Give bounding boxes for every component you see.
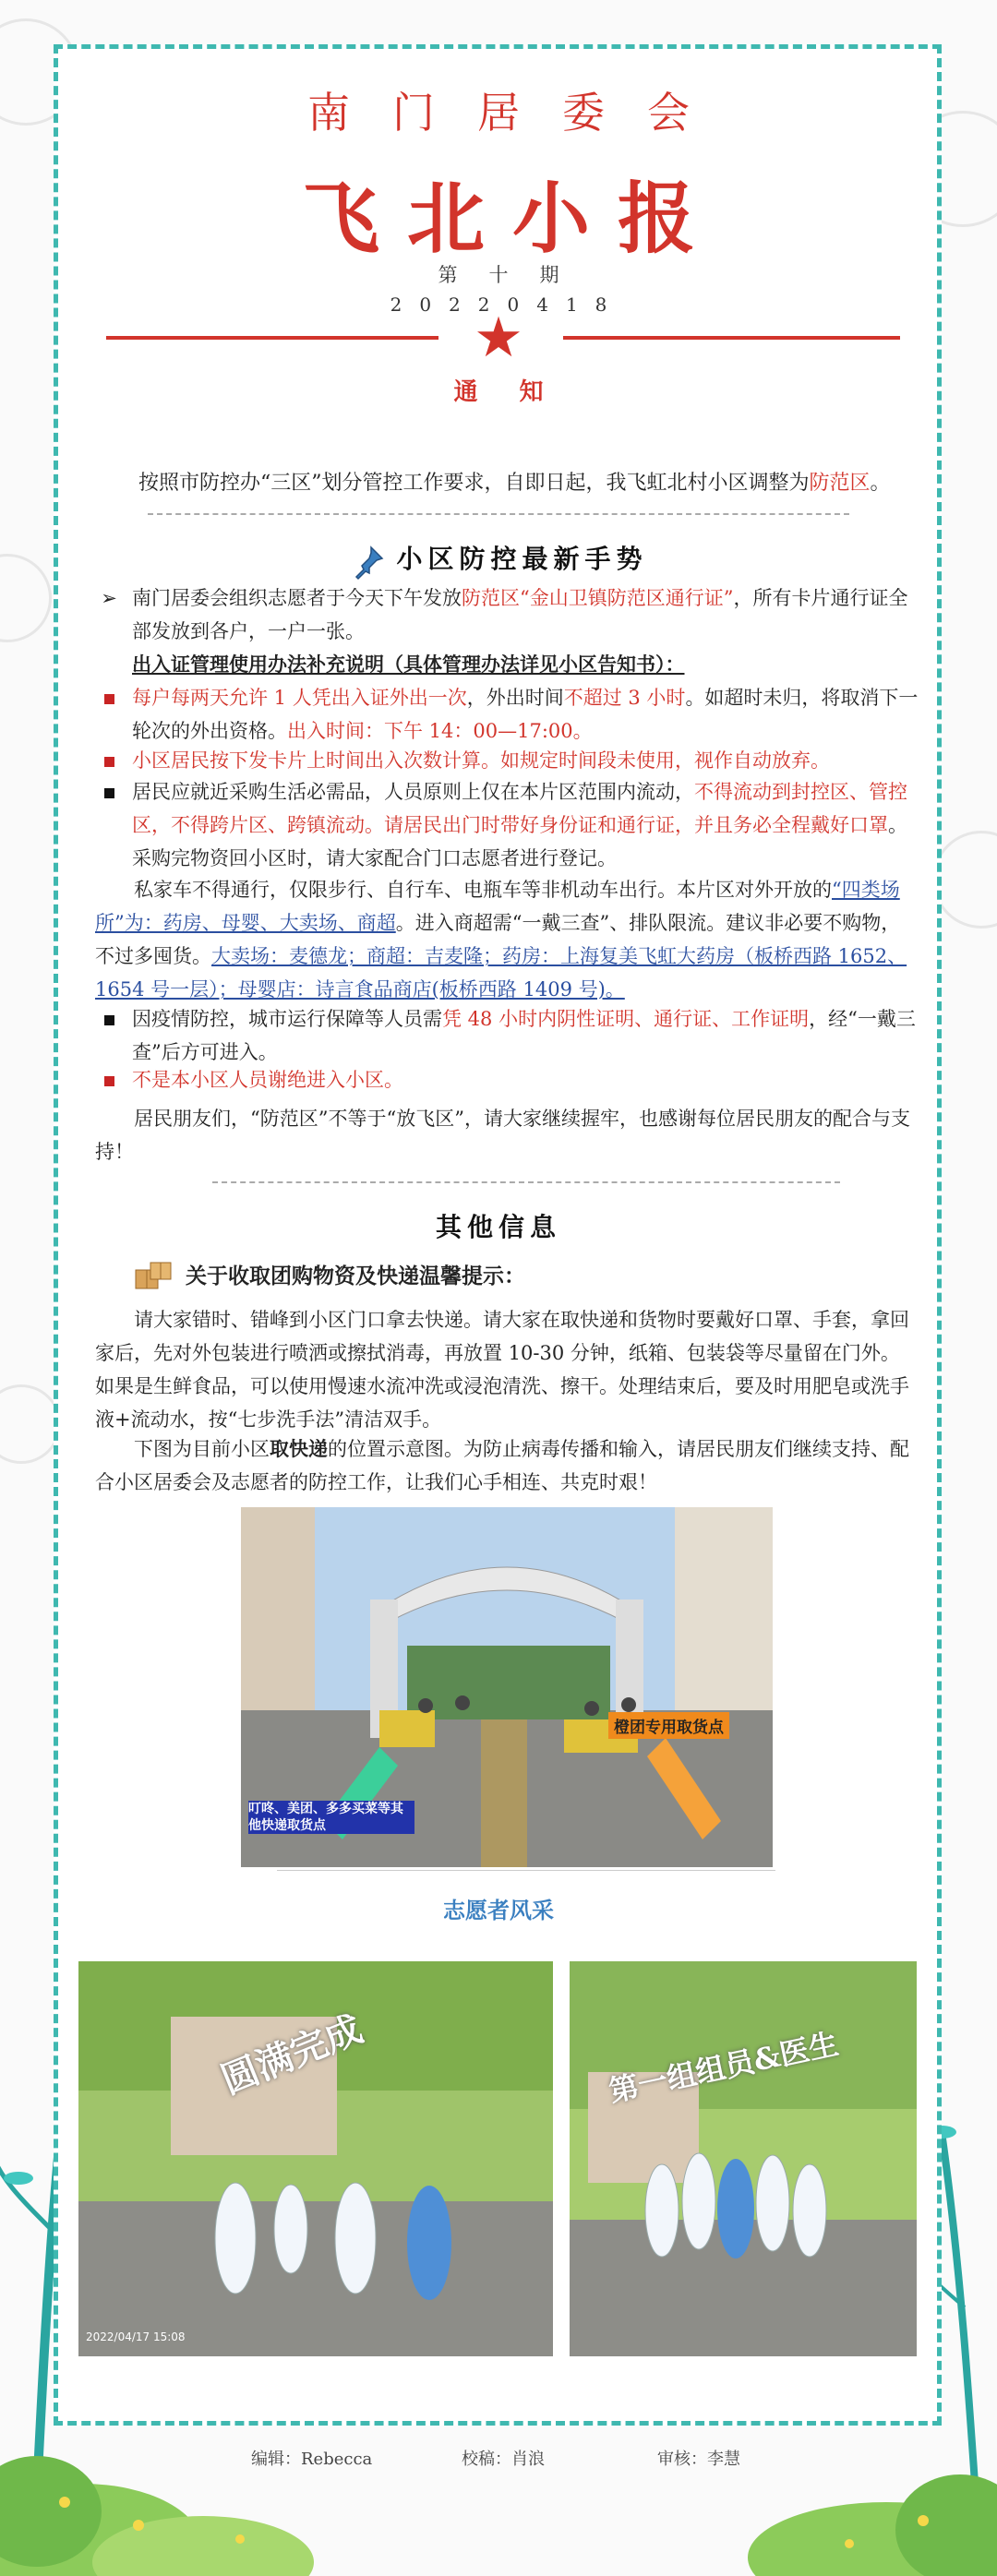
issue-date: 20220418	[390, 294, 625, 316]
delivery-location-paragraph: 下图为目前小区取快递的位置示意图。为防止病毒传播和输入，请居民朋友们继续支持、配合小区居委会及志愿者的防控工作，让我们心手相连、共克时艰！	[95, 1437, 909, 1493]
section-heading-other-info: 其他信息	[435, 1212, 561, 1242]
pickup-location-photo	[238, 1504, 775, 1870]
black-square-bullet-icon	[104, 1015, 114, 1025]
pickup-label-orange-group: 橙团专用取货点	[608, 1712, 729, 1739]
volunteer-photo-2	[567, 1959, 919, 2359]
grass-decoration-right	[646, 2391, 997, 2576]
arrow-bullet-icon: ➢	[101, 587, 117, 609]
star-icon: ★	[474, 306, 523, 370]
delivery-tips-paragraph: 请大家错时、错峰到小区门口拿去快递。请大家在取快递和货物时要戴好口罩、手套，拿回家后，先对外包装进行喷洒或擦拭消毒，再放置 10-30 分钟，纸箱、包装袋等尽量留在门外。如果是生鲜食品，可以使用慢速水流冲洗或浸泡清洗、擦干。处理结束后，要及时用肥皂或洗手液+流动水，按“七步洗手法”清洁双手。	[95, 1309, 909, 1431]
newsletter-masthead: 飞北小报	[301, 173, 723, 264]
reviewer-credit: 审核：李慧	[657, 2450, 740, 2469]
committee-name: 南门居委会	[307, 88, 732, 138]
background-doodle	[0, 1384, 61, 1464]
issue-number: 第十期	[438, 264, 591, 286]
volunteers-group-scene	[570, 1961, 917, 2356]
red-square-bullet-icon	[104, 757, 114, 767]
photo-timestamp: 2022/04/17 15:08	[86, 2330, 186, 2343]
photo-caption-completed: 圆满完成	[215, 2007, 369, 2103]
dotted-divider	[277, 1870, 775, 1871]
dotted-divider	[148, 513, 849, 515]
red-square-bullet-icon	[104, 694, 114, 704]
background-doodle	[932, 831, 997, 929]
notice-text: 按照市防控办“三区”划分管控工作要求，自即日起，我飞虹北村小区调整为防范区。	[138, 472, 891, 495]
proofreader-credit: 校稿：肖浪	[462, 2450, 545, 2469]
closing-paragraph: 居民朋友们，“防范区”不等于“放飞区”，请大家继续握牢，也感谢每位居民朋友的配合与支持！	[95, 1108, 910, 1163]
rule-item: 居民应就近采购生活必需品，人员原则上仅在本片区范围内流动，不得流动到封控区、管控区，不得跨片区、跨镇流动。请居民出门时带好身份证和通行证，并且务必全程戴好口罩。采购完物资回小区时，请大家配合门口志愿者进行登记。	[95, 775, 919, 875]
notice-heading: 通 知	[453, 378, 560, 406]
volunteer-photo-1	[76, 1959, 556, 2359]
delivery-subheading: 关于收取团购物资及快递温馨提示：	[134, 1259, 525, 1296]
red-square-bullet-icon	[104, 1076, 114, 1086]
pushpin-icon	[349, 544, 386, 584]
editor-credit: 编辑：Rebecca	[251, 2450, 373, 2469]
intro-paragraph: ➢ 南门居委会组织志愿者于今天下午发放防范区“金山卫镇防范区通行证”，所有卡片通行证全部发放到各户，一户一张。	[95, 581, 919, 648]
transport-paragraph: 私家车不得通行，仅限步行、自行车、电瓶车等非机动车出行。本片区对外开放的“四类场所”为：药房、母婴、大卖场、商超。进入商超需“一戴三查”、排队限流。建议非必要不购物，不过多囤货。大卖场：麦德龙；商超：吉麦隆；药房：上海复美飞虹大药房（板桥西路 1652、1654 号一层）；母婴店：诗言食品商店(板桥西路 1409 号)。	[95, 879, 907, 1000]
package-icon	[134, 1259, 174, 1296]
rule-item: 因疫情防控，城市运行保障等人员需凭 48 小时内阴性证明、通行证、工作证明，经“一戴三查”后方可进入。	[95, 1002, 919, 1069]
grass-decoration-left	[0, 2364, 388, 2576]
dotted-divider	[212, 1181, 840, 1183]
rule-item: 每户每两天允许 1 人凭出入证外出一次，外出时间不超过 3 小时。如超时未归，将取消下一轮次的外出资格。出入时间：下午 14：00—17:00。	[95, 681, 919, 748]
pickup-label-other: 叮咚、美团、多多买菜等其他快递取货点	[248, 1801, 414, 1834]
volunteers-heading: 志愿者风采	[443, 1897, 554, 1923]
rules-title: 出入证管理使用办法补充说明（具体管理办法详见小区告知书）：	[132, 653, 685, 676]
rule-item: 小区居民按下发卡片上时间出入次数计算。如规定时间段未使用，视作自动放弃。	[95, 744, 919, 777]
photo-caption-group: 第一组组员&医生	[606, 2026, 842, 2109]
section-heading-prevention: 小区防控最新手势	[0, 539, 997, 584]
rule-item: 不是本小区人员谢绝进入小区。	[95, 1063, 919, 1096]
black-square-bullet-icon	[104, 788, 114, 798]
